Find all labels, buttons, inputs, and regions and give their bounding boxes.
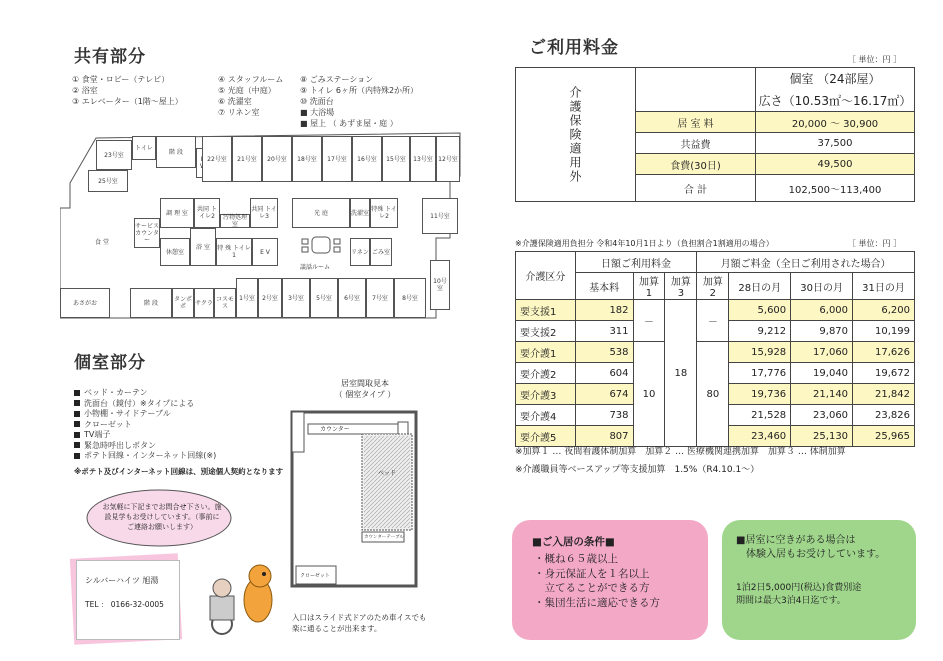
- legend-col3: ⑧ ごみステーション ⑨ トイレ 6ヶ所（内特殊2か所） ⑩ 洗面台 ■ 大浴場 ■ 屋上 （ あずま屋・庭 ）: [300, 75, 419, 128]
- t2-m28: 9,212: [729, 321, 791, 342]
- t2-m31: 21,842: [853, 384, 915, 405]
- condition-item: ・身元保証人を１名以上: [534, 567, 650, 580]
- t2-dash-add1: －: [633, 300, 665, 342]
- t2-h-kubun: 介護区分: [516, 252, 576, 300]
- unit-label-2: ［ 単位：円 ］: [848, 239, 902, 248]
- room-17: 17号室: [322, 136, 352, 182]
- trial-box: [722, 520, 916, 640]
- room-20: 20号室: [262, 136, 292, 182]
- cosmos: コスモス: [214, 288, 236, 318]
- room-3: 3号室: [282, 278, 310, 318]
- t2-kubun: 要介護1: [516, 342, 576, 363]
- t2-base: 807: [575, 426, 633, 447]
- private-item: 小物棚・サイドテーブル: [74, 409, 216, 420]
- t2-h-add2: 加算2: [697, 273, 729, 300]
- room-10: 10号室: [430, 260, 450, 310]
- speech-bubble: [86, 488, 232, 550]
- t1-value-meal: 49,500: [756, 154, 915, 175]
- elevator: E V: [252, 238, 278, 266]
- private-section-title: 個室部分: [62, 346, 158, 374]
- t2-add2: 80: [697, 342, 729, 447]
- room-16: 16号室: [352, 136, 382, 182]
- dining: 食 堂: [95, 238, 109, 246]
- fee-table-1: [515, 67, 915, 202]
- toilet-top: トイレ: [132, 136, 156, 160]
- room-21: 21号室: [232, 136, 262, 182]
- t2-m28: 15,928: [729, 342, 791, 363]
- t2-add1: 10: [633, 342, 665, 447]
- legend-col2: ④ スタッフルーム ⑤ 光庭（中庭） ⑥ 洗濯室 ⑦ リネン室: [218, 75, 284, 117]
- note-baseup: ※介護職員等ベースアップ等支援加算 1.5%（R4.10.1〜）: [515, 465, 760, 475]
- special-toilet-2: 特殊 トイレ2: [370, 198, 398, 228]
- facility-tel: TEL ： 0166-32-0005: [85, 600, 164, 609]
- t2-h-30: 30日の月: [791, 273, 853, 300]
- t2-m30: 23,060: [791, 405, 853, 426]
- room-plan-note: 入口はスライド式ドアのため車イスでも楽に通ることが出来ます。: [292, 613, 427, 633]
- room-23: 23号室: [96, 140, 132, 170]
- t1-value-total: 102,500〜113,400: [756, 175, 915, 202]
- t2-m30: 17,060: [791, 342, 853, 363]
- t2-h-base: 基本料: [575, 273, 633, 300]
- t2-m30: 19,040: [791, 363, 853, 384]
- private-item: ポテト回線・インターネット回線(※): [74, 451, 216, 462]
- t2-base: 311: [575, 321, 633, 342]
- t2-h-add1: 加算1: [633, 273, 665, 300]
- special-toilet-1: 特 殊 トイレ1: [216, 238, 252, 266]
- t2-m30: 25,130: [791, 426, 853, 447]
- unit-label-1: ［ 単位：円 ］: [848, 55, 902, 64]
- room-8: 8号室: [394, 278, 426, 318]
- lounge-area: [292, 228, 350, 262]
- t2-m30: 21,140: [791, 384, 853, 405]
- t2-m31: 10,199: [853, 321, 915, 342]
- service-counter: サービス カウンター: [134, 218, 160, 248]
- private-note: ※ポテト及びインターネット回線は、別途個人契約となります: [74, 467, 284, 476]
- room-5: 5号室: [310, 278, 338, 318]
- room-1: 1号室: [236, 278, 258, 318]
- t2-kubun: 要支援1: [516, 300, 576, 321]
- t1-label-total: 合 計: [636, 175, 756, 202]
- fee-table-2: [515, 251, 915, 447]
- room-2: 2号室: [258, 278, 282, 318]
- t1-value-common: 37,500: [756, 133, 915, 154]
- kitchen: 調 理 室: [160, 198, 194, 228]
- t1-room-type: 個室 （24部屋）: [756, 68, 915, 90]
- t2-kubun: 要介護4: [516, 405, 576, 426]
- private-item: TV端子: [74, 430, 216, 441]
- t2-base: 182: [575, 300, 633, 321]
- t1-label-common: 共益費: [636, 133, 756, 154]
- t2-m28: 17,776: [729, 363, 791, 384]
- t2-kubun: 要介護2: [516, 363, 576, 384]
- sakura: サクラ: [194, 288, 214, 318]
- t2-m31: 25,965: [853, 426, 915, 447]
- speech-text: お気軽に下記までお問合せ下さい。施設見学もお受けしています。（事前にご連絡お願いします）: [102, 503, 222, 531]
- rest-room: 休憩室: [160, 238, 190, 266]
- t2-m31: 6,200: [853, 300, 915, 321]
- plan-counter-label: カウンター: [320, 426, 350, 433]
- t1-label-meal: 食費(30日): [636, 154, 756, 175]
- t2-m31: 19,672: [853, 363, 915, 384]
- asagao: あさがお: [60, 288, 110, 318]
- t2-base: 604: [575, 363, 633, 384]
- facility-name: シルバーハイツ 旭湯: [85, 576, 159, 585]
- t2-kubun: 要介護3: [516, 384, 576, 405]
- garbage-room: ごみ室: [370, 238, 392, 266]
- t2-m30: 6,000: [791, 300, 853, 321]
- stairs-top: 階 段: [156, 136, 196, 168]
- common-toilet-2: 共同 トイレ2: [194, 198, 220, 228]
- linen: リネン: [350, 238, 370, 266]
- conditions-title: ■ご入居の条件■: [532, 536, 615, 548]
- t2-kubun: 要介護5: [516, 426, 576, 447]
- waste-room: 汚物処理室: [220, 214, 250, 228]
- common-toilet-3: 共同 トイレ3: [250, 198, 278, 228]
- t2-kubun: 要支援2: [516, 321, 576, 342]
- plan-bed-label: ベッド: [378, 470, 397, 477]
- mascot-illustration-icon: [192, 560, 282, 636]
- plan-counter-table-label: カウンターテーブル: [364, 535, 404, 540]
- t2-add3: 18: [665, 300, 697, 447]
- tanpopo: タンポポ: [172, 288, 194, 318]
- room-11: 11号室: [422, 198, 458, 234]
- t2-m28: 21,528: [729, 405, 791, 426]
- t2-m31: 23,826: [853, 405, 915, 426]
- conditions-box: [512, 520, 708, 640]
- stairs-bottom: 階 段: [130, 288, 172, 318]
- trial-title: ■居室に空きがある場合は 体験入居もお受けしています。: [736, 535, 886, 560]
- room-25: 25号室: [88, 170, 128, 192]
- t2-base: 538: [575, 342, 633, 363]
- t1-area: 広さ（10.53㎡〜16.17㎡）: [756, 90, 915, 112]
- room-22: 22号室: [202, 136, 232, 182]
- room-6: 6号室: [338, 278, 366, 318]
- t1-label-room: 居 室 料: [636, 112, 756, 133]
- condition-item: 立てることができる方: [534, 582, 650, 594]
- laundry: 洗濯室: [350, 198, 370, 228]
- t2-h-monthly: 月額ご料金（全日ご利用された場合）: [697, 252, 915, 273]
- private-item: 緊急時呼出しボタン: [74, 441, 216, 452]
- room-7: 7号室: [366, 278, 394, 318]
- room-18: 18号室: [292, 136, 322, 182]
- lounge-label: 談話ルーム: [300, 264, 331, 271]
- condition-item: ・概ね６５歳以上: [534, 553, 618, 565]
- note-add: ※加算１ … 夜間看護体制加算 加算２ … 医療機関連携加算 加算３ … 体制加算: [515, 447, 846, 457]
- room-13: 13号室: [410, 136, 436, 182]
- contact-card: [76, 560, 180, 640]
- t2-m28: 23,460: [729, 426, 791, 447]
- plan-closet-label: クローゼット: [300, 573, 330, 579]
- floor-plan: [60, 128, 462, 323]
- t1-value-room: 20,000 〜 30,900: [756, 112, 915, 133]
- room-plan: [290, 410, 418, 588]
- t2-h-31: 31日の月: [853, 273, 915, 300]
- t2-m30: 9,870: [791, 321, 853, 342]
- illustration: [192, 560, 282, 636]
- private-item: ベッド・カーテン: [74, 388, 216, 399]
- t2-m28: 19,736: [729, 384, 791, 405]
- t2-h-add3: 加算3: [665, 273, 697, 300]
- light-court: 光 庭: [292, 198, 350, 228]
- t2-m31: 17,626: [853, 342, 915, 363]
- t2-h-28: 28日の月: [729, 273, 791, 300]
- private-item: クローゼット: [74, 420, 216, 431]
- legend-col1: ① 食堂・ロビー（テレビ） ② 浴室 ③ エレベーター（1階〜屋上）: [72, 75, 183, 106]
- room-12: 12号室: [436, 136, 460, 182]
- conditions-list: [534, 552, 660, 610]
- t2-base: 674: [575, 384, 633, 405]
- lounge-table-icon: [292, 233, 350, 257]
- t2-caption: ※介護保険適用負担分 令和4年10月1日より（負担割合1割適用の場合）: [515, 239, 774, 248]
- t2-dash-add2: －: [697, 300, 729, 342]
- fee-title: ご利用料金: [514, 30, 634, 60]
- shared-section-title: 共有部分: [62, 40, 158, 68]
- t2-base: 738: [575, 405, 633, 426]
- t1-side-label: 介護保険適用外: [516, 68, 636, 202]
- trial-body: 1泊2日5,000円(税込)食費別途 期間は最大3泊4日迄です。: [736, 583, 862, 606]
- room-15: 15号室: [382, 136, 410, 182]
- private-items: [74, 388, 216, 462]
- t2-m28: 5,600: [729, 300, 791, 321]
- t2-h-daily: 日額ご利用料金: [575, 252, 697, 273]
- private-item: 洗面台（鏡付）※タイプによる: [74, 399, 216, 410]
- bathroom: 浴 室: [190, 228, 216, 266]
- condition-item: ・集団生活に適応できる方: [534, 596, 660, 609]
- room-plan-drawing: [290, 410, 418, 588]
- room-plan-title: 居室間取見本 （ 個室タイプ ）: [334, 379, 396, 399]
